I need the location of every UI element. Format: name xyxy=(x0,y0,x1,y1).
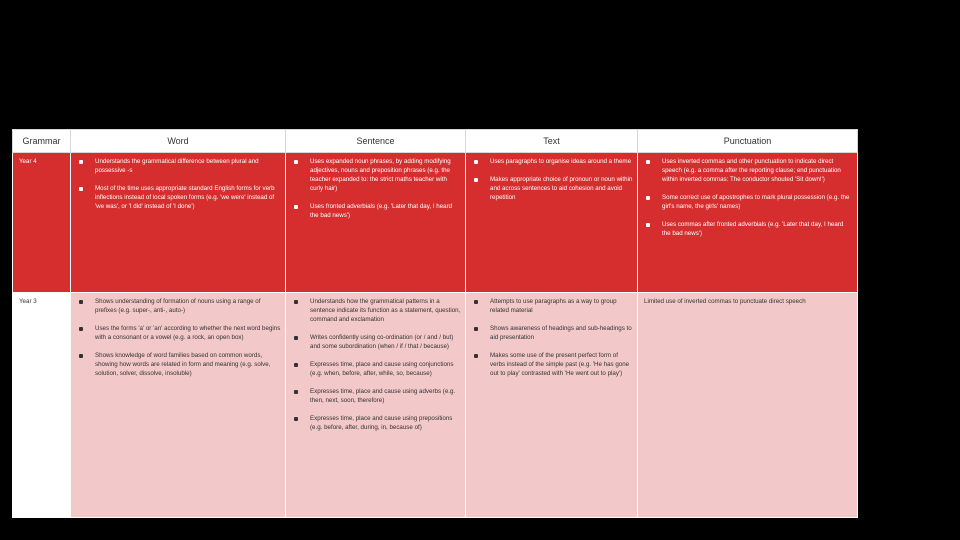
grammar-table xyxy=(12,129,858,518)
list-item: Uses fronted adverbials (e.g. 'Later that day, I heard the bad news') xyxy=(292,203,461,221)
header-grammar: Grammar xyxy=(13,130,71,153)
table-row-year-3 xyxy=(13,293,858,518)
list-item: Understands how the grammatical patterns in a sentence indicate its function as a statement, question, command and exclamation xyxy=(292,298,461,325)
list-item: Most of the time uses appropriate standard English forms for verb inflections instead of local spoken forms (e.g. 'we were' instead of 'we was', or 'I did' instead of 'I done') xyxy=(77,185,281,212)
table-row-year-4 xyxy=(13,153,858,293)
list-item: Attempts to use paragraphs as a way to group related material xyxy=(472,298,633,316)
year4-sentence-cell xyxy=(286,153,466,293)
year3-punctuation-cell xyxy=(638,293,858,518)
list-item: Shows awareness of headings and sub-headings to aid presentation xyxy=(472,325,633,343)
year3-text-cell xyxy=(466,293,638,518)
list-item: Some correct use of apostrophes to mark plural possession (e.g. the girl's name, the girls' names) xyxy=(644,194,853,212)
header-row xyxy=(13,130,858,153)
list-item: Makes some use of the present perfect form of verbs instead of the simple past (e.g. 'He has gone out to play' contrasted with 'He went out to play') xyxy=(472,352,633,379)
list-item: Shows understanding of formation of nouns using a range of prefixes (e.g. super-, anti-, auto-) xyxy=(77,298,281,316)
header-word: Word xyxy=(71,130,286,153)
list-item: Uses inverted commas and other punctuation to indicate direct speech (e.g. a comma after the reporting clause; end punctuation within inverted commas: The conductor shouted 'Sit down!') xyxy=(644,158,853,185)
list-item: Writes confidently using co-ordination (or / and / but) and some subordination (when / if / that / because) xyxy=(292,334,461,352)
list-item: Shows knowledge of word families based on common words, showing how words are related in form and meaning (e.g. solve, solution, solver, dissolve, insoluble) xyxy=(77,352,281,379)
header-punctuation: Punctuation xyxy=(638,130,858,153)
header-text: Text xyxy=(466,130,638,153)
list-item: Expresses time, place and cause using conjunctions (e.g. when, before, after, while, so, because) xyxy=(292,361,461,379)
list-item: Uses the forms 'a' or 'an' according to whether the next word begins with a consonant or a vowel (e.g. a rock, an open box) xyxy=(77,325,281,343)
list-item: Uses expanded noun phrases, by adding modifying adjectives, nouns and preposition phrases (e.g. the teacher expanded to: the strict maths teacher with curly hair) xyxy=(292,158,461,194)
row-label-year-3: Year 3 xyxy=(13,293,71,518)
year4-word-cell xyxy=(71,153,286,293)
year4-punctuation-cell xyxy=(638,153,858,293)
list-item: Uses paragraphs to organise ideas around a theme xyxy=(472,158,633,167)
list-item: Uses commas after fronted adverbials (e.g. 'Later that day, I heard the bad news') xyxy=(644,221,853,239)
list-item: Limited use of inverted commas to punctuate direct speech xyxy=(644,298,806,305)
year4-text-cell xyxy=(466,153,638,293)
row-label-year-4: Year 4 xyxy=(13,153,71,293)
list-item: Expresses time, place and cause using prepositions (e.g. before, after, during, in, because of) xyxy=(292,415,461,433)
year3-word-cell xyxy=(71,293,286,518)
list-item: Understands the grammatical difference between plural and possessive -s xyxy=(77,158,281,176)
list-item: Expresses time, place and cause using adverbs (e.g. then, next, soon, therefore) xyxy=(292,388,461,406)
list-item: Makes appropriate choice of pronoun or noun within and across sentences to aid cohesion and avoid repetition xyxy=(472,176,633,203)
header-sentence: Sentence xyxy=(286,130,466,153)
year3-sentence-cell xyxy=(286,293,466,518)
